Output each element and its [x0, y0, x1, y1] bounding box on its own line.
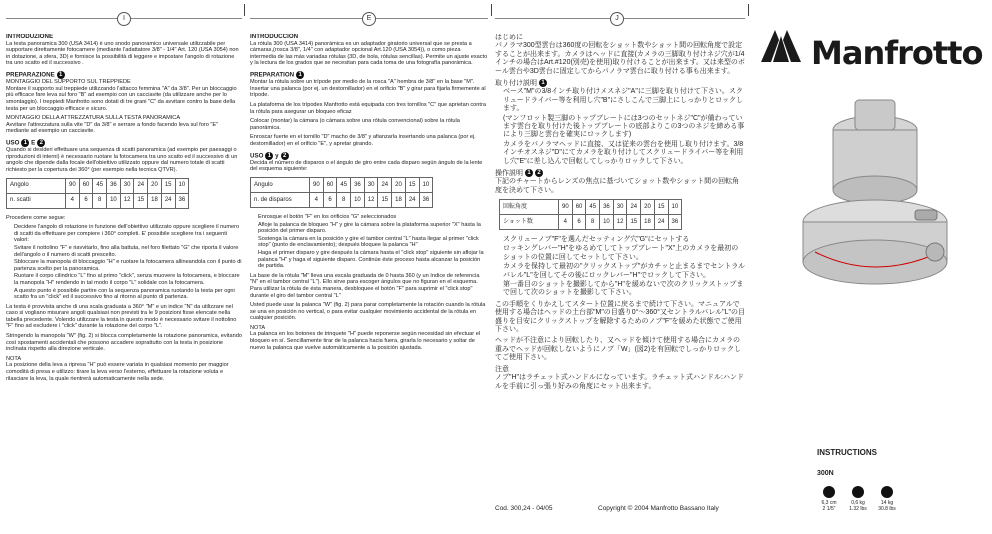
- list-item: • カメラをパノラマヘッドに直接、又は従来の雲台を使用し取り付けます。3/8インチオスネジ"D"にてカメラを取り付けしてスクリュードライバー等を利用し穴"E"に差し込んで回転してしっかりロックして下さい。: [503, 141, 745, 166]
- table-row: [500, 215, 682, 230]
- list-item: • ロッキングレバー"H"をゆるめてしてトップブレート"X"上のカメラを最初のショットの位置に回してセットして下さい。: [503, 245, 745, 262]
- table-row: [7, 178, 189, 193]
- table-cell: 24: [378, 177, 392, 192]
- heading-text: USO: [6, 139, 20, 147]
- panoramic-head-product-image: [775, 92, 990, 322]
- paragraph: Enroscar fuerte en el tornillo "D" macho de 3/8" y afianzarla insertando una palanca (por ej. destornillador) en el orificio "E", y apretar girando.: [250, 134, 476, 147]
- table-cell: 20: [392, 177, 406, 192]
- table-cell: 30: [120, 178, 134, 193]
- step-number-badge: 1: [296, 71, 304, 79]
- row-label: n. de disparos: [251, 192, 310, 207]
- paragraph: Quando si desideri effettuare una sequenza di scatti panoramica (ad esempio per paesaggi o riproduzioni di interni) è necessario ruotare la fotocamera tra uno scatto ed il successivo di un angolo che dipende dalla focale dell'obiettivo utilizzato oppure dal numero totale di scatti richiesto per la copertura dei 360° (per esempio nella tecnica QTVR).: [6, 147, 238, 173]
- table-cell: 36: [175, 193, 189, 208]
- spec-value-imperial: 1.32 lbs: [849, 506, 867, 512]
- list-item: • Svitare il nottolino "F" e riavvitarlo, fino alla battuta, nel foro filettato "G" che riporta il valore dell'angolo o il numero di scatti prescelto.: [14, 245, 242, 258]
- italian-column: [6, 34, 242, 534]
- table-cell: 30: [613, 200, 627, 215]
- paragraph: Stringendo la manopola "W" (fig. 2) si blocca completamente la rotazione panoramica, evitando così spostamenti accidentali che possono accadere soprattutto con la testa in posizione inclinata rispetto alla direzione verticale.: [6, 333, 242, 353]
- table-cell: 15: [134, 193, 148, 208]
- subheading: MONTAGGIO DELLA ATTREZZATURA SULLA TESTA PANORAMICA: [6, 115, 181, 122]
- model-number: 300N: [817, 470, 834, 477]
- column-divider: [748, 4, 749, 16]
- spec-height: [817, 486, 841, 512]
- heading-conjunction: E: [31, 139, 36, 147]
- paragraph: この手順をくりかえしてスタート位置に戻るまで続けて下さい。マニュアルで使用する場合はヘッドの土台部"M"の目盛り0°〜360°又セントラルバレル"L"の目盛りを目安にクリックストップを解除するためのノブ"F"を緩めた状態でご使用下さい。: [495, 300, 745, 334]
- language-badge-it: I: [117, 12, 131, 26]
- angle-table: [499, 199, 682, 230]
- section-heading: [6, 139, 242, 147]
- row-label: Angolo: [7, 178, 66, 193]
- table-cell: 12: [613, 215, 627, 230]
- list-item: • A questo punto è possibile partire con la sequenza panoramica ruotando la testa per ogni scatto fra un "click" ed il successivo fino al ritorno al punto di partenza.: [14, 288, 242, 301]
- table-cell: 15: [627, 215, 641, 230]
- list-item: • スクリューノブ"F"を選んだセッティング穴"G"にセットする: [503, 236, 745, 244]
- table-row: [500, 200, 682, 215]
- spec-list: [817, 486, 899, 512]
- section-heading: [495, 169, 745, 178]
- height-icon: [823, 486, 835, 498]
- language-badge-es: E: [362, 12, 376, 26]
- paragraph: Procedere come segue:: [6, 214, 66, 221]
- subheading: MONTAGGIO DEL SUPPORTO SUL TREPPIEDE: [6, 79, 131, 86]
- table-cell: 24: [654, 215, 668, 230]
- heading-text: 操作説明: [495, 169, 523, 177]
- list-item: • Sbloccare la manopola di bloccaggio "H" e ruotare la fotocamera allineandola con il punto di partenza scelto per la panoramica.: [14, 259, 242, 272]
- section-heading: [250, 152, 488, 160]
- table-cell: 6: [323, 192, 337, 207]
- table-cell: 45: [337, 177, 351, 192]
- paragraph: La posizione della leva a ripresa "H" può essere variata in qualsiasi momento per maggior comodità di presa e utilizzo: tirare la leva verso l'esterno, effettuare la rotazione voluta e rilasciare la leva, la quale rientrerà automaticamente nella sede.: [6, 362, 229, 382]
- table-cell: 10: [600, 215, 614, 230]
- note-heading: 注意: [495, 365, 509, 373]
- manfrotto-logo-icon: [757, 22, 805, 64]
- spec-value: 6,3 cm: [821, 500, 837, 506]
- table-cell: 8: [337, 192, 351, 207]
- angle-table: [6, 178, 189, 209]
- list-item: • カメラを保持して最初の"クリックストップ"がカチッと止まるまでセントラルバレル"L"を回してその後にロックレバー"H"でロックして下さい。: [503, 263, 745, 280]
- table-cell: 4: [559, 215, 573, 230]
- section-heading: [250, 71, 488, 79]
- table-cell: 6: [572, 215, 586, 230]
- table-cell: 18: [641, 215, 655, 230]
- step-number-badge: 1: [539, 79, 547, 87]
- table-cell: 10: [668, 200, 682, 215]
- table-cell: 45: [586, 200, 600, 215]
- paragraph: La palanca en los botones de trinquete "H" puede reponerse según necesidad sin efectuar el bloqueo en sí. Sencillamente tirar de la palanca hacia fuera, girarla lo necesario y soltar de nuevo la palanca que vuelve automáticamente a la posición ajustada.: [250, 331, 481, 351]
- row-label: Angulo: [251, 177, 310, 192]
- table-cell: 90: [559, 200, 573, 215]
- table-cell: 24: [161, 193, 175, 208]
- heading-text: 取り付け説明: [495, 79, 537, 87]
- paragraph: Montar la rótula sobre un trípode por medio de la rosca "A" hembra de 3/8" en la base "M". Insertar una palanca (por ej. un destornillador) en el orificio "B" y girar para fijarla firmemente al trípode.: [250, 79, 486, 99]
- cover-column: [757, 0, 992, 534]
- table-cell: 36: [668, 215, 682, 230]
- table-cell: 20: [148, 178, 162, 193]
- table-cell: 60: [323, 177, 337, 192]
- paragraph: ノブ"H"はラチェット式ハンドルになっています。ラチェット式ハンドル:ハンドルを手前に引っ張り好みの角度にセット出来ます。: [495, 374, 744, 390]
- paragraph: Decida el número de disparos o el ángulo de giro entre cada disparo según ángulo de la lente del esquema siguiente:: [250, 159, 483, 173]
- paragraph: Montare il supporto sul treppiede utilizzando l'attacco femmina "A" da 3/8". Per un bloccaggio più efficace fare leva sul foro "B" ad esempio con un cacciavite (da utilizzare anche per lo smontaggio). I treppiedi Manfrotto sono dotati di tre grani "C" da avvitare contro la base della testa per un bloccaggio efficace e sicuro.: [6, 85, 237, 112]
- japanese-column: [495, 34, 745, 534]
- table-cell: 60: [572, 200, 586, 215]
- table-cell: 24: [405, 192, 419, 207]
- list-item: (マンフロット製三脚のトップブレートには3つのセットネジ"C"が備わっています雲台を取り付けた後トップブレートの底部よりこの3つのネジを締める事により三脚と雲台を確実にロックします): [503, 114, 745, 139]
- list-item: • ベース"M"の3/8インチ取り付けメスネジ"A"に三脚を取り付けて下さい。スクリュードライバー等を利用し穴"B"にさしこんで三脚上にしっかりとロックします。: [503, 88, 745, 113]
- spec-load: [875, 486, 899, 512]
- step-list: [6, 224, 242, 301]
- table-cell: 12: [364, 192, 378, 207]
- paragraph: Usted puede usar la palanca "W" (fig. 2) para parar completamente la rotación cuando la rótula se una en posición no vertical, o para evitar cualquier movimiento accidental de la rótula en cualquier posición.: [250, 302, 486, 322]
- note-heading: NOTA: [6, 355, 22, 362]
- step-list: [495, 236, 745, 298]
- spec-weight: [846, 486, 870, 512]
- table-cell: 90: [66, 178, 80, 193]
- step-number-badge: 1: [57, 71, 65, 79]
- section-heading: INTRODUZIONE: [6, 34, 54, 40]
- table-cell: 10: [351, 192, 365, 207]
- section-heading: [495, 79, 745, 88]
- paragraph: La plataforma de los trípodes Manfrotto está equipada con tres tornillos "C" que aprietan contra la rótula para asegurar un bloqueo eficaz: [250, 101, 486, 115]
- table-cell: 10: [419, 177, 433, 192]
- table-cell: 8: [586, 215, 600, 230]
- table-cell: 24: [134, 178, 148, 193]
- list-item: • Enrosque el botón "F" en los orificios "G" seleccionados: [258, 214, 488, 221]
- row-label: 回転角度: [500, 200, 559, 215]
- column-divider: [491, 4, 492, 16]
- row-label: n. scatti: [7, 193, 66, 208]
- paragraph: La testa è provvista anche di una scala graduata a 360° "M" e un indice "N" da utilizzare nel caso si vogliano misurare angoli qualsiasi non previsti tra le 9 posizioni fisse elencate nella tabella precedente. Volendo utilizzare la testa in questo modo è necessario svitare il nottolino "F" fino ad escludere i "click" durante la rotazione del corpo "L".: [6, 303, 237, 330]
- table-cell: 20: [641, 200, 655, 215]
- step-number-badge: 1: [265, 152, 273, 160]
- table-cell: 15: [161, 178, 175, 193]
- step-list: [250, 214, 488, 270]
- table-cell: 6: [79, 193, 93, 208]
- table-cell: 30: [364, 177, 378, 192]
- step-number-badge: 2: [535, 169, 543, 177]
- section-heading: INTRODUCCION: [250, 34, 299, 40]
- table-cell: 15: [405, 177, 419, 192]
- heading-conjunction: y: [275, 152, 279, 160]
- paragraph: Avvitare l'attrezzatura sulla vite "D" da 3/8" e serrare a fondo facendo leva sul foro "E" mediante ad esempio un cacciavite.: [6, 121, 219, 135]
- section-heading: はじめに: [495, 34, 523, 41]
- angle-table: [250, 177, 433, 208]
- paragraph: Colocar (montar) la cámara (o cámara sobre una rótula convencional) sobre la rótula panorámica.: [250, 118, 460, 131]
- list-item: • Decidere l'angolo di rotazione in funzione dell'obiettivo utilizzato oppure scegliere il numero di scatti da effettuare per compiere i 360° completi. E' possibile scegliere tra i seguenti valori:: [14, 224, 242, 244]
- heading-text: PREPARAZIONE: [6, 71, 55, 79]
- copyright: Copyright © 2004 Manfrotto Bassano Italy: [598, 505, 719, 512]
- paragraph: ヘッドが不注意により回転したり、又ヘッドを傾けて使用する場合にカメラの重みでヘッドが回転しないようにノブ「W」(図2)を有回転でしっかりロックしてご使用下さい。: [495, 337, 742, 362]
- table-row: [251, 177, 433, 192]
- table-cell: 12: [120, 193, 134, 208]
- paragraph: La base de la rótula "M" lleva una escala graduada de 0 hasta 360 (y un índice de referencia "N" en el tambor central "L"). Ello sirve para escoger ángulos que no figuran en el esquema. Para utilizar la rótula de ésta manera, desbloquee el botón "F" para suprimir el "click stop" durante el giro del tambor central "L": [250, 272, 480, 299]
- table-cell: 10: [107, 193, 121, 208]
- step-number-badge: 2: [281, 152, 289, 160]
- section-heading: [6, 71, 242, 79]
- paragraph: パノラマ300型雲台は360度の回転をショット数やショット間の回転角度で設定することが出来ます。カメラはヘッドに直接(カメラの三脚取り付けネジ穴が1/4インチの場合はArt.#120(別売)を使用)取り付けることが出来ます。又は来型のボール雲台や3D雲台に固定してからパノラマ雲台に取り付ける事も出来ます。: [495, 42, 745, 75]
- list-item: • Sostenga la cámara en la posición y gire el tambor central "L" hasta llegar al primer "click stop" (punto de enclavamiento); después bloquee la palanca "H": [258, 236, 488, 249]
- table-cell: 36: [351, 177, 365, 192]
- paragraph: La rótula 300 (USA 3414) panorámica es un adaptador giratorio universal que se presta a cámaras,(rosca 3/8", 1/4" con adaptador opcional Art.120 (USA 3054)), o como pieza intermedia de las más variadas rótulas (3D, de bola, rótulas sencillas). Permite un ajuste exacto y la lectura de los grados que se necesitan para cada toma de una fotografía panorámica.: [250, 40, 488, 67]
- table-cell: 90: [310, 177, 324, 192]
- table-cell: 24: [627, 200, 641, 215]
- note-heading: NOTA: [250, 324, 266, 331]
- table-row: [7, 193, 189, 208]
- table-cell: 8: [93, 193, 107, 208]
- table-cell: 36: [600, 200, 614, 215]
- table-cell: 4: [66, 193, 80, 208]
- table-row: [251, 192, 433, 207]
- table-cell: 15: [654, 200, 668, 215]
- step-number-badge: 2: [37, 139, 45, 147]
- table-cell: 10: [175, 178, 189, 193]
- list-item: • Haga el primer disparo y gire después la cámara hasta el "click stop" siguiente sin aflojar la palanca "H" y haga el siguiente disparo. Continúe éste proceso hasta alcanzar la posición de partida.: [258, 250, 488, 270]
- table-cell: 18: [392, 192, 406, 207]
- table-cell: 15: [378, 192, 392, 207]
- heading-text: PREPARATION: [250, 71, 295, 79]
- row-label: ショット数: [500, 215, 559, 230]
- step-number-badge: 1: [525, 169, 533, 177]
- paragraph: 下記のチャートからレンズの焦点に基づいてショット数やショット間の回転角度を決めて下さい。: [495, 178, 740, 194]
- document-code: Cod. 300,24 - 04/05: [495, 505, 553, 512]
- table-cell: 45: [93, 178, 107, 193]
- spec-value-imperial: 30.8 lbs: [878, 506, 896, 512]
- paragraph: La testa panoramica 300 (USA 3414) è uno snodo panoramico universale utilizzabile per supportare direttamente fotocamere (mediante l'adattatore 3/8" - 1/4" Art. 120 (USA 3054) non in dotazione, a sfera, 3D) e fornisce la possibilità di leggere e impostare l'angolo di rotazione tra uno scatto ed il successivo .: [6, 40, 239, 67]
- language-badge-ja: J: [610, 12, 624, 26]
- load-capacity-icon: [881, 486, 893, 498]
- column-divider: [244, 4, 245, 16]
- spec-value: 0,6 kg: [851, 500, 865, 506]
- instructions-label: INSTRUCTIONS: [817, 448, 877, 457]
- list-item: • 第一番目のショットを撮影してから"H"を緩めないで次のクリックストップまで回して次のショットを撮影して下さい。: [503, 281, 745, 298]
- heading-text: USO: [250, 152, 264, 160]
- weight-icon: [852, 486, 864, 498]
- spec-value: 14 kg: [880, 500, 894, 506]
- step-number-badge: 1: [21, 139, 29, 147]
- step-list: [495, 88, 745, 166]
- list-item: • Ruotare il corpo cilindrico "L" fino al primo "click", senza muovere la fotocamera, e bloccare la manopola "H" rendendo in tal modo il corpo "L" solidale con la fotocamera.: [14, 273, 242, 286]
- table-cell: 60: [79, 178, 93, 193]
- spanish-column: [250, 34, 488, 534]
- table-cell: 18: [148, 193, 162, 208]
- table-cell: 36: [419, 192, 433, 207]
- brand-wordmark: Manfrotto: [811, 34, 983, 72]
- table-cell: 36: [107, 178, 121, 193]
- list-item: • Afloje la palanca de bloqueo "H" y gire la cámara sobre la plataforma superior "X" hasta la posición del primer disparo.: [258, 222, 488, 235]
- table-cell: 4: [310, 192, 324, 207]
- spec-value-imperial: 2 1/5": [822, 506, 836, 512]
